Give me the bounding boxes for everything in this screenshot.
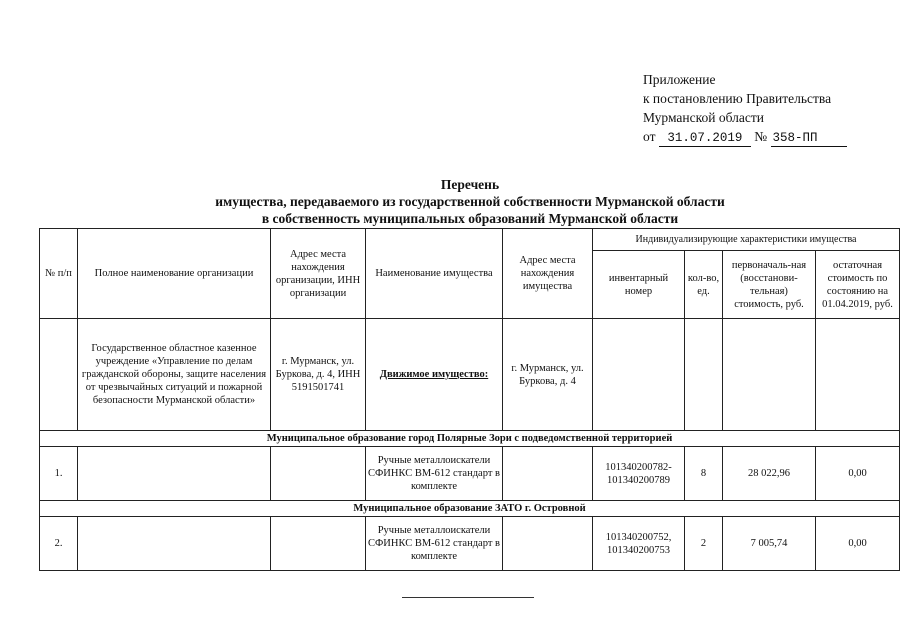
appendix-line-1: Приложение — [643, 72, 716, 87]
row-initial-cost: 7 005,74 — [723, 517, 816, 571]
row-property-name: Ручные металлоискатели СФИНКС ВМ-612 стандарт в комплекте — [366, 517, 503, 571]
header-property-address: Адрес места нахождения имущества — [503, 229, 593, 319]
row-org-address — [271, 447, 366, 501]
appendix-line-3: Мурманской области — [643, 110, 764, 125]
row-initial-cost: 28 022,96 — [723, 447, 816, 501]
row-qty: 2 — [685, 517, 723, 571]
property-table — [39, 228, 900, 571]
header-property-name: Наименование имущества — [366, 229, 503, 319]
header-inventory: инвентарный номер — [593, 251, 685, 319]
section-title-row — [40, 501, 900, 517]
row-org-address — [271, 517, 366, 571]
org-residual-cost-cell — [816, 319, 900, 431]
row-inventory: 101340200782-101340200789 — [593, 447, 685, 501]
appendix-line-2: к постановлению Правительства — [643, 91, 832, 106]
header-row-1 — [40, 229, 900, 251]
org-row — [40, 319, 900, 431]
org-property-cell: Движимое имущество: — [366, 319, 503, 431]
org-inventory-cell — [593, 319, 685, 431]
row-org-name — [78, 517, 271, 571]
document-title — [150, 176, 790, 227]
row-residual-cost: 0,00 — [816, 447, 900, 501]
header-num: № п/п — [40, 229, 78, 319]
appendix-block — [643, 70, 847, 147]
header-initial-cost: первоначаль-ная (восстанови-тельная) стоимость, руб. — [723, 251, 816, 319]
row-inventory: 101340200752, 101340200753 — [593, 517, 685, 571]
row-qty: 8 — [685, 447, 723, 501]
header-residual-cost: остаточная стоимость по состоянию на 01.04.2019, руб. — [816, 251, 900, 319]
section-title: Муниципальное образование город Полярные Зори с подведомственной территорией — [40, 431, 900, 447]
title-line-1: Перечень — [440, 177, 500, 192]
row-property-address — [503, 447, 593, 501]
org-num-cell — [40, 319, 78, 431]
org-qty-cell — [685, 319, 723, 431]
table-row — [40, 447, 900, 501]
org-name-cell: Государственное областное казенное учреждение «Управление по делам гражданской обороны, защите населения от чрезвычайных ситуаций и пожарной безопасности Мурманской области» — [78, 319, 271, 431]
header-org-name: Полное наименование организации — [78, 229, 271, 319]
row-property-name: Ручные металлоискатели СФИНКС ВМ-612 стандарт в комплекте — [366, 447, 503, 501]
org-address-cell: г. Мурманск, ул. Буркова, д. 4, ИНН 5191501741 — [271, 319, 366, 431]
resolution-number: 358-ПП — [771, 130, 847, 147]
title-line-2: имущества, передаваемого из государственной собственности Мурманской области — [215, 194, 725, 209]
row-num: 2. — [40, 517, 78, 571]
row-num: 1. — [40, 447, 78, 501]
resolution-date: 31.07.2019 — [659, 130, 751, 147]
section-title-row — [40, 431, 900, 447]
header-qty: кол-во, ед. — [685, 251, 723, 319]
row-org-name — [78, 447, 271, 501]
header-group: Индивидуализирующие характеристики имущества — [593, 229, 900, 251]
closing-divider — [402, 597, 534, 598]
row-residual-cost: 0,00 — [816, 517, 900, 571]
section-title: Муниципальное образование ЗАТО г. Островной — [40, 501, 900, 517]
number-label: № — [754, 129, 768, 144]
org-property-address-cell: г. Мурманск, ул. Буркова, д. 4 — [503, 319, 593, 431]
row-property-address — [503, 517, 593, 571]
from-label: от — [643, 129, 656, 144]
header-org-address: Адрес места нахождения организации, ИНН организации — [271, 229, 366, 319]
appendix-resolution-line — [643, 127, 847, 147]
title-line-3: в собственность муниципальных образований Мурманской области — [261, 211, 679, 226]
table-row — [40, 517, 900, 571]
org-initial-cost-cell — [723, 319, 816, 431]
